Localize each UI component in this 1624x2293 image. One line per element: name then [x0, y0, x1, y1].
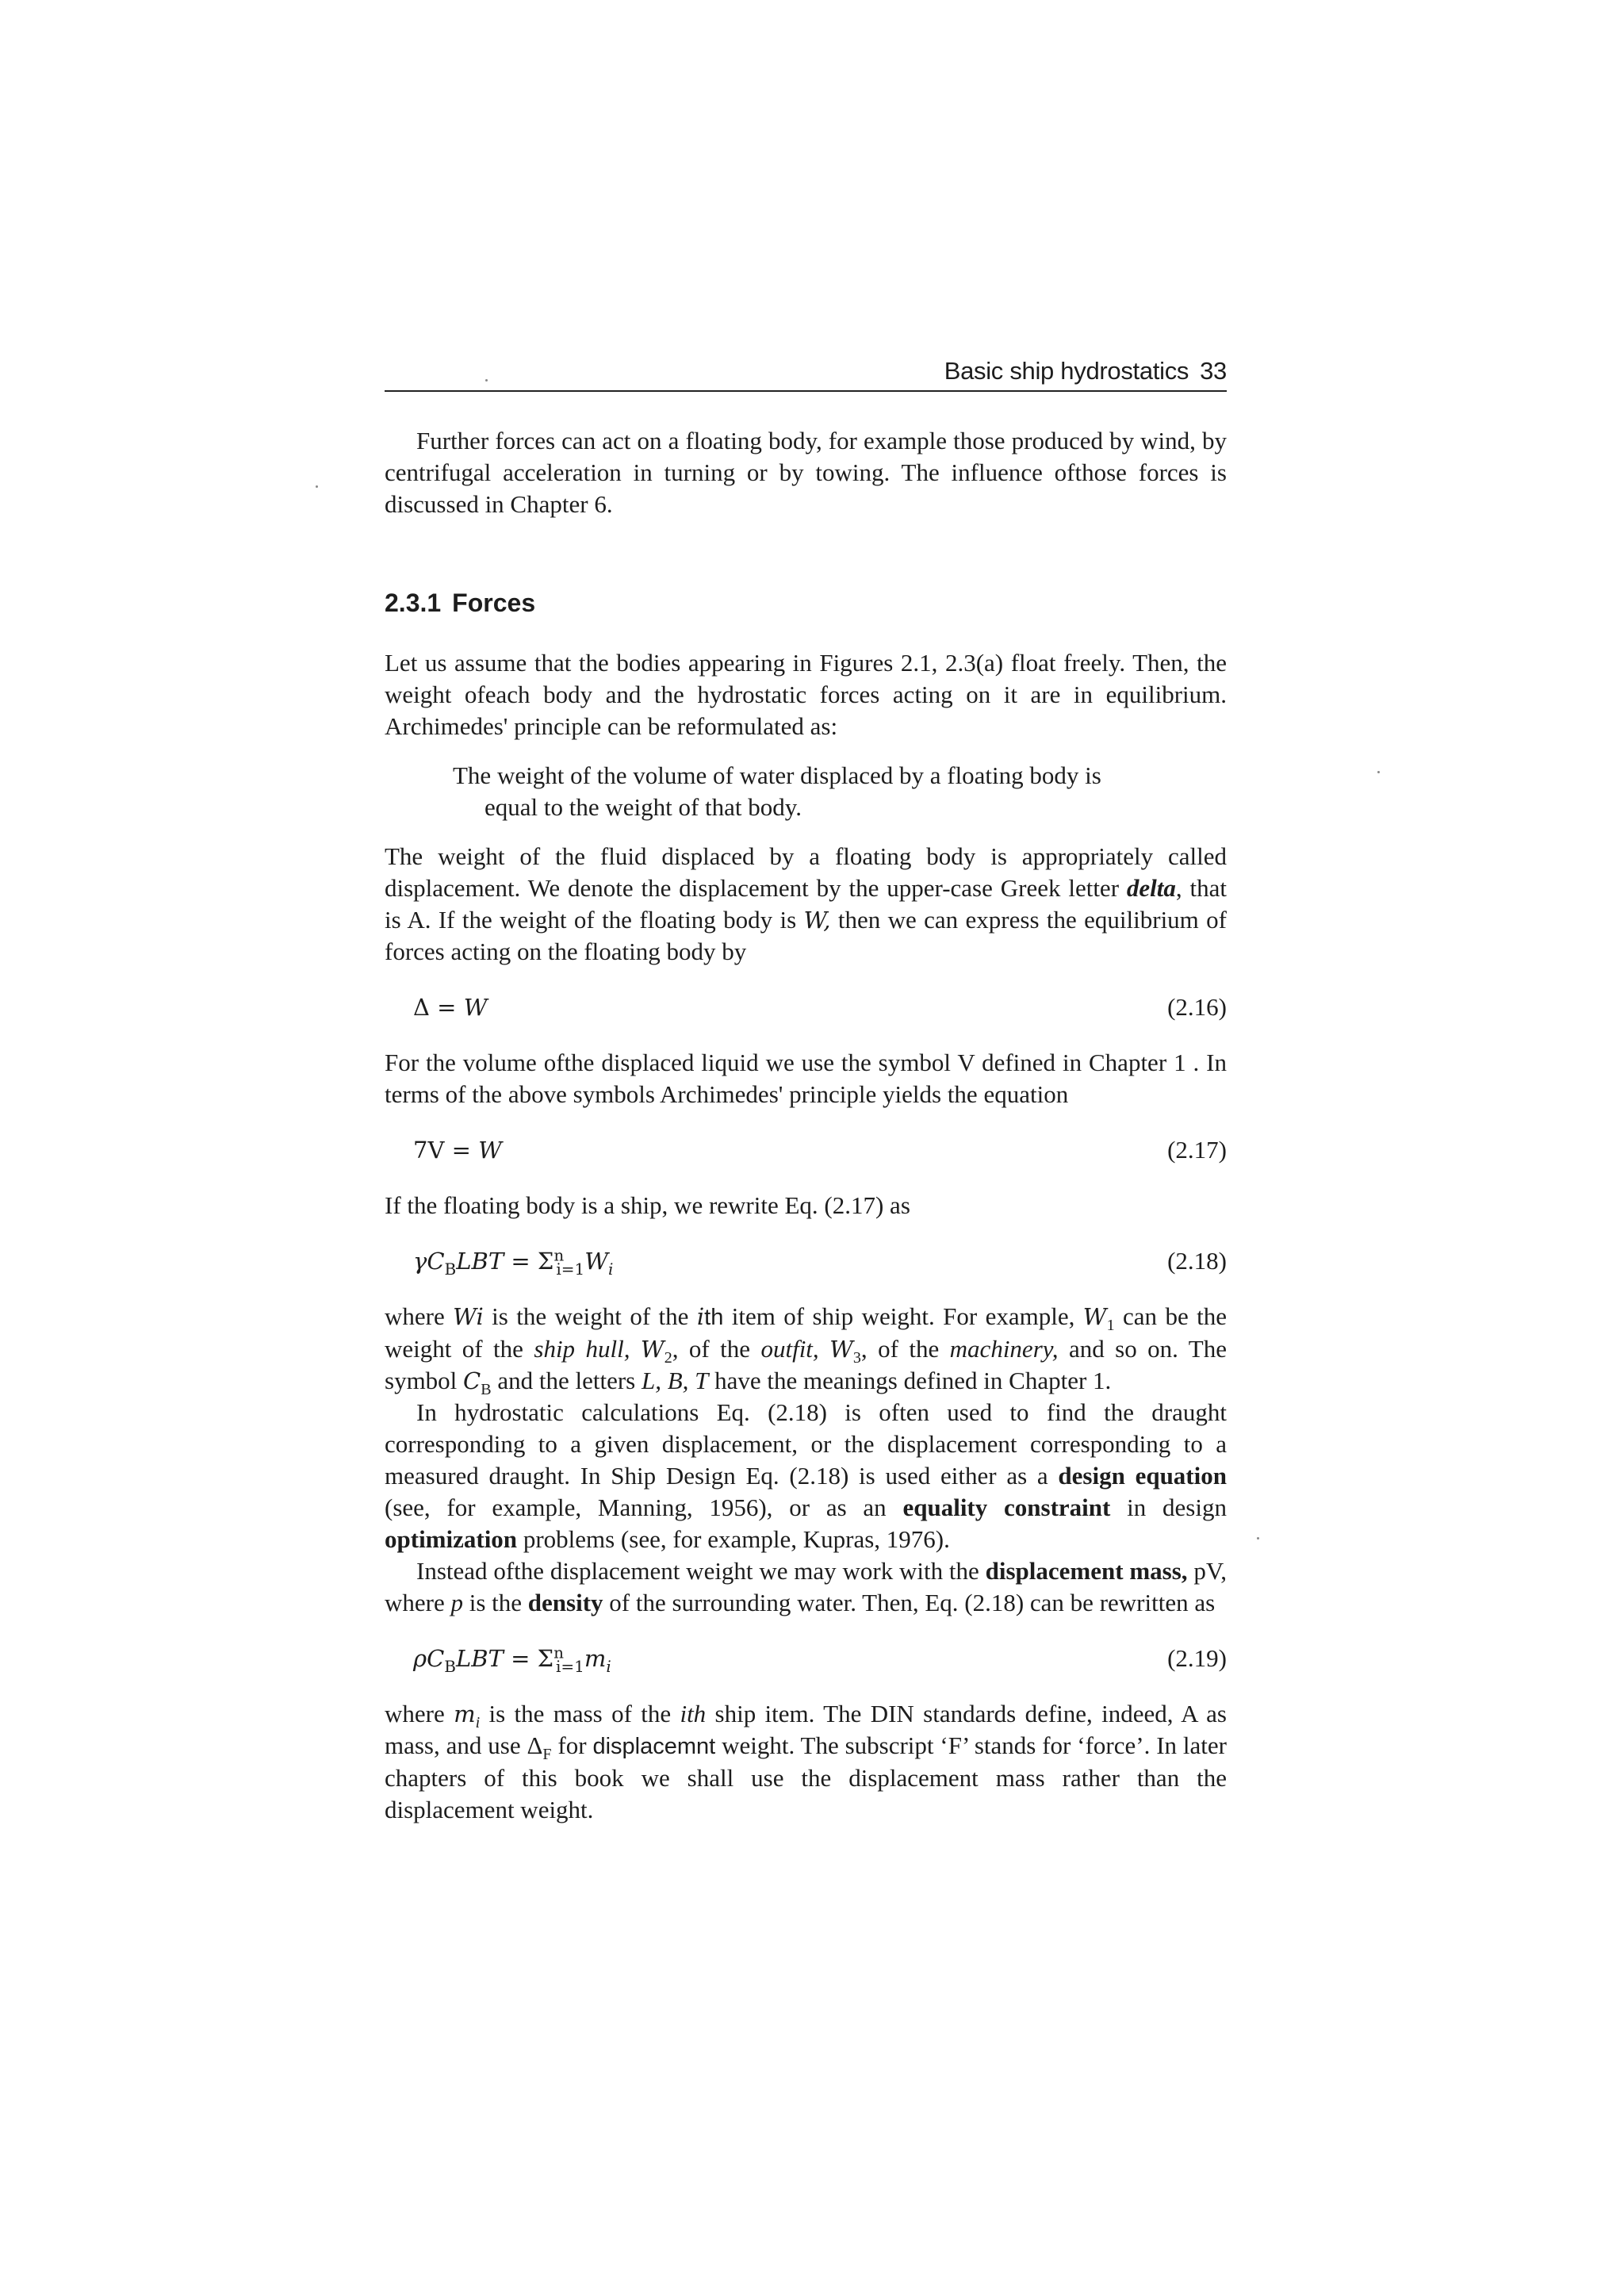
- paragraph-displacement-mass: Instead ofthe displacement weight we may work with the displacement mass, pV, where p is the density of the surrounding water. Then, Eq. (2.18) can be rewritten as: [385, 1557, 1227, 1616]
- quote-line-2: equal to the weight of that body.: [485, 793, 802, 821]
- running-head-title: [944, 355, 1227, 387]
- section-title: Forces: [452, 589, 536, 617]
- paragraph-displacement: The weight of the fluid displaced by a floating body is appropriately called displacement. We denote the displacement by the upper-case Greek letter delta, that is A. If the weight of the floating body is W, then we can express the equilibrium of forces acting on the floating body by: [385, 842, 1227, 965]
- paragraph-hydrostatic-calculations: In hydrostatic calculations Eq. (2.18) is often used to find the draught corresponding to a given displacement, or the displacement corresponding to a measured draught. In Ship Design Eq. (2.18) is used either as a design equation (see, for example, Manning, 1956), or as an equality constraint in design optimization problems (see, for example, Kupras, 1976).: [385, 1398, 1227, 1553]
- paragraph-assumption: Let us assume that the bodies appearing in Figures 2.1, 2.3(a) float freely. Then, the weight ofeach body and the hydrostatic forces acting on it are in equilibrium. Archimedes' principle can be reformulated as:: [385, 649, 1227, 740]
- page-number: 33: [1200, 357, 1227, 385]
- paragraph-din-standards: where $m_i$ is the mass of the ith ship item. The DIN standards define, indeed, A as mass, and use $\Delta_F$ for displacemnt weight. The subscript ‘F’ stands for ‘force’. In later chapters of this book we shall use the displacement mass rather than the displacement weight.: [385, 1700, 1227, 1823]
- equation-2-18: $\gamma C_BLBT = \Sigma^n_{i=1}W_i$ (2.18): [413, 1245, 1227, 1279]
- chapter-title: Basic ship hydrostatics: [944, 357, 1189, 385]
- equation-2-16: Δ = W (2.16): [385, 991, 1227, 1023]
- paragraph-weights: where Wi is the weight of the ith item of ship weight. For example, $W_1$ can be the weight of the ship hull, $W_2$, of the outfit, $W_3$, of the machinery, and so on. The symbol $C_B$ and the letters L, B, T have the meanings defined in Chapter 1.: [385, 1302, 1228, 1399]
- paragraph-volume: For the volume ofthe displaced liquid we use the symbol V defined in Chapter 1 . In terms of the above symbols Archimedes' principle yields the equation: [385, 1049, 1227, 1108]
- section-number: 2.3.1: [385, 589, 442, 617]
- equation-2-19: $\rho C_BLBT = \Sigma^n_{i=1}m_i$ (2.19): [413, 1643, 1227, 1676]
- section-heading: [385, 587, 1227, 619]
- book-page: [385, 341, 1227, 1826]
- equation-2-17: 7V = W (2.17): [385, 1134, 1227, 1166]
- paragraph-ship: If the floating body is a ship, we rewrite Eq. (2.17) as: [385, 1191, 910, 1219]
- running-head: [385, 341, 1227, 392]
- equation-label: (2.19): [1167, 1644, 1227, 1672]
- scan-speck: [316, 485, 318, 488]
- quote-line-1: The weight of the volume of water displaced by a floating body is: [453, 761, 1101, 789]
- scan-speck: [1377, 771, 1380, 773]
- equation-label: (2.16): [1167, 993, 1227, 1021]
- paragraph-further-forces: Further forces can act on a floating body, for example those produced by wind, by centrifugal acceleration in turning or by towing. The influence ofthose forces is discussed in Chapter 6.: [385, 427, 1227, 518]
- equation-label: (2.18): [1167, 1247, 1227, 1275]
- archimedes-quote: [453, 760, 1166, 823]
- delta-word: delta: [1126, 874, 1176, 902]
- scan-speck: [1257, 1537, 1259, 1540]
- equation-label: (2.17): [1167, 1136, 1227, 1164]
